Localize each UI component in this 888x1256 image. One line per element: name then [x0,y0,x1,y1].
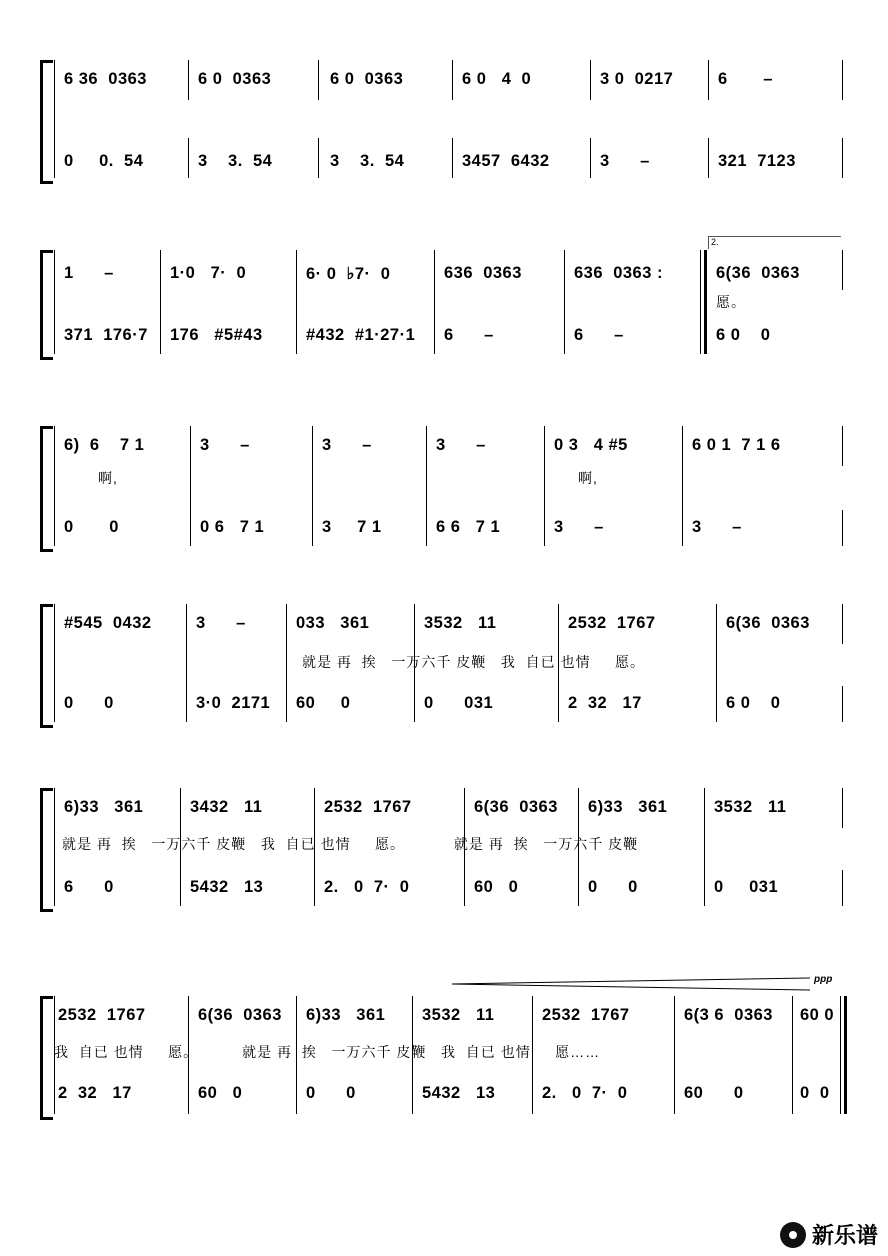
bar [686,426,842,550]
upper-voice-notes: 6 36 0363 [64,70,147,88]
lower-voice-notes: 3 3. 54 [198,152,273,170]
score-system-1 [40,60,848,180]
barline [716,604,717,722]
barline [590,138,591,178]
system-bracket-line [54,250,55,354]
upper-voice-notes: 6(36 0363 [716,264,800,282]
dynamic-marking: ppp [814,974,833,985]
upper-voice-notes: 2532 1767 [568,614,656,632]
upper-voice-notes: 033 361 [296,614,370,632]
repeat-barline [700,250,701,354]
final-barline [842,788,843,828]
barline [188,138,189,178]
bar [58,250,158,360]
barline [452,60,453,100]
final-barline [842,138,843,178]
upper-voice-notes: 6 0 0363 [198,70,272,88]
bar [794,996,840,1116]
bar [192,60,314,180]
final-barline [842,60,843,100]
bar [710,250,840,360]
volta-bracket: 2. [708,236,841,249]
upper-voice-notes: 3 0 0217 [600,70,674,88]
bar [316,426,426,550]
upper-voice-notes: 6 0 4 0 [462,70,532,88]
upper-voice-notes: 0 3 4 #5 [554,436,628,454]
upper-voice-notes: 6)33 361 [588,798,668,816]
barline [296,250,297,354]
barline [286,604,287,722]
bar [708,788,842,908]
lower-voice-notes: 0 0 [800,1084,830,1102]
upper-voice-notes: 6) 6 7 1 [64,436,145,454]
upper-voice-notes: #545 0432 [64,614,152,632]
system-bracket-line [54,426,55,546]
bar [324,60,444,180]
score-system-5 [40,788,848,908]
barline [792,996,793,1114]
lower-voice-notes: 3 – [554,518,604,536]
lower-voice-notes: 6 6 7 1 [436,518,501,536]
lower-voice-notes: 3 – [600,152,650,170]
upper-voice-notes: 636 0363 : [574,264,663,282]
lyrics-line: 愿。 [716,294,746,310]
bar [58,604,188,724]
upper-voice-notes: 636 0363 [444,264,522,282]
upper-voice-notes: 2532 1767 [324,798,412,816]
crescendo-hairpin [452,976,812,996]
barline [704,788,705,906]
barline [160,250,161,354]
bar [456,60,586,180]
system-brace [40,250,53,360]
lower-voice-notes: 60 0 [296,694,351,712]
bar [300,250,432,360]
barline [708,60,709,100]
barline [312,426,313,546]
barline [426,426,427,546]
upper-voice-notes: 6)33 361 [306,1006,386,1024]
watermark-text: 新乐谱 [811,1224,878,1249]
system-brace [40,426,53,552]
upper-voice-notes: 3 – [436,436,486,454]
upper-voice-notes: 3432 11 [190,798,263,816]
upper-voice-notes: 6 0 1 7 1 6 [692,436,781,454]
bar [548,426,678,550]
final-barline [842,870,843,906]
system-brace [40,60,53,184]
upper-voice-notes: 3532 11 [422,1006,495,1024]
final-barline-thin [840,996,841,1114]
barline [564,250,565,354]
upper-voice-notes: 6(36 0363 [726,614,810,632]
lower-voice-notes: 3 3. 54 [330,152,405,170]
upper-voice-notes: 2532 1767 [542,1006,630,1024]
upper-voice-notes: 60 0 [800,1006,835,1024]
system-brace [40,604,53,728]
lower-voice-notes: 60 0 [474,878,519,896]
upper-voice-notes: 3 – [196,614,246,632]
lower-voice-notes: 0 0 [64,694,114,712]
score-system-6 [40,974,848,1116]
lower-voice-notes: 0 6 7 1 [200,518,265,536]
upper-voice-notes: 6· 0 ♭7· 0 [306,265,391,283]
barline [674,996,675,1114]
bar [164,250,294,360]
bar [438,250,562,360]
final-barline [842,426,843,466]
barline [318,60,319,100]
lower-voice-notes: 6 – [444,326,494,344]
barline [452,138,453,178]
upper-voice-notes: 6(36 0363 [198,1006,282,1024]
lower-voice-notes: 321 7123 [718,152,796,170]
upper-voice-notes: 6 0 0363 [330,70,404,88]
upper-voice-notes: 6 – [718,70,773,88]
lower-voice-notes: 6 0 0 [716,326,771,344]
lower-voice-notes: 176 #5#43 [170,326,263,344]
lower-voice-notes: 2 32 17 [568,694,642,712]
lower-voice-notes: 2. 0 7· 0 [324,878,410,896]
lyrics-line: 啊, [578,470,598,486]
upper-voice-notes: 6(36 0363 [474,798,558,816]
final-barline [842,250,843,290]
lower-voice-notes: 60 0 [198,1084,243,1102]
lower-voice-notes: 0 031 [424,694,494,712]
final-barline [842,510,843,546]
lower-voice-notes: 2 32 17 [58,1084,132,1102]
lower-voice-notes: 6 0 0 [726,694,781,712]
lower-voice-notes: 371 176·7 [64,326,148,344]
bar [58,426,188,550]
lower-voice-notes: 0 0. 54 [64,152,144,170]
lyrics-line: 就是 再 挨 一万六千 皮鞭 我 自已 也情 愿。 [302,654,646,670]
bar [430,426,542,550]
upper-voice-notes: 1 – [64,264,114,282]
lower-voice-notes: 0 031 [714,878,779,896]
upper-voice-notes: 3532 11 [714,798,787,816]
lower-voice-notes: 3 7 1 [322,518,382,536]
lower-voice-notes: 6 0 [64,878,114,896]
barline [186,604,187,722]
bar [190,604,286,724]
bar [594,60,708,180]
lower-voice-notes: 0 0 [588,878,638,896]
barline [544,426,545,546]
final-barline-thick [844,996,847,1114]
repeat-barline [704,250,707,354]
system-brace [40,788,53,912]
record-disc-icon [780,1222,806,1248]
lower-voice-notes: 0 0 [306,1084,356,1102]
barline [708,138,709,178]
score-system-4 [40,604,848,724]
lower-voice-notes: 60 0 [684,1084,744,1102]
barline [318,138,319,178]
lower-voice-notes: 3·0 2171 [196,694,271,712]
bar [194,426,312,550]
upper-voice-notes: 1·0 7· 0 [170,264,247,282]
bar [58,60,188,180]
bar [712,60,842,180]
upper-voice-notes: 3 – [200,436,250,454]
barline [188,60,189,100]
upper-voice-notes: 6)33 361 [64,798,144,816]
lower-voice-notes: 0 0 [64,518,119,536]
final-barline [842,604,843,644]
score-system-3 [40,426,848,550]
upper-voice-notes: 6(3 6 0363 [684,1006,773,1024]
upper-voice-notes: 3532 11 [424,614,497,632]
lower-voice-notes: #432 #1·27·1 [306,326,416,344]
watermark-logo [780,1219,878,1250]
barline [190,426,191,546]
system-bracket-line [54,60,55,178]
bar [678,996,788,1116]
system-bracket-line [54,604,55,722]
barline [590,60,591,100]
upper-voice-notes: 2532 1767 [58,1006,146,1024]
upper-voice-notes: 3 – [322,436,372,454]
lower-voice-notes: 2. 0 7· 0 [542,1084,628,1102]
lower-voice-notes: 5432 13 [422,1084,496,1102]
barline [682,426,683,546]
barline [434,250,435,354]
lyrics-line: 啊, [98,470,118,486]
lower-voice-notes: 6 – [574,326,624,344]
lyrics-line: 就是 再 挨 一万六千 皮鞭 我 自已 也情 愿。 就是 再 挨 一万六千 皮鞭 [62,836,639,852]
score-system-2 [40,237,848,360]
lower-voice-notes: 3457 6432 [462,152,550,170]
lower-voice-notes: 5432 13 [190,878,264,896]
lyrics-line: 我 自已 也情 愿。 就是 再 挨 一万六千 皮鞭 我 自已 也情 愿…… [54,1044,601,1060]
system-bracket-line [54,788,55,906]
lower-voice-notes: 3 – [692,518,742,536]
bar [568,250,698,360]
bar [720,604,842,724]
final-barline [842,686,843,722]
